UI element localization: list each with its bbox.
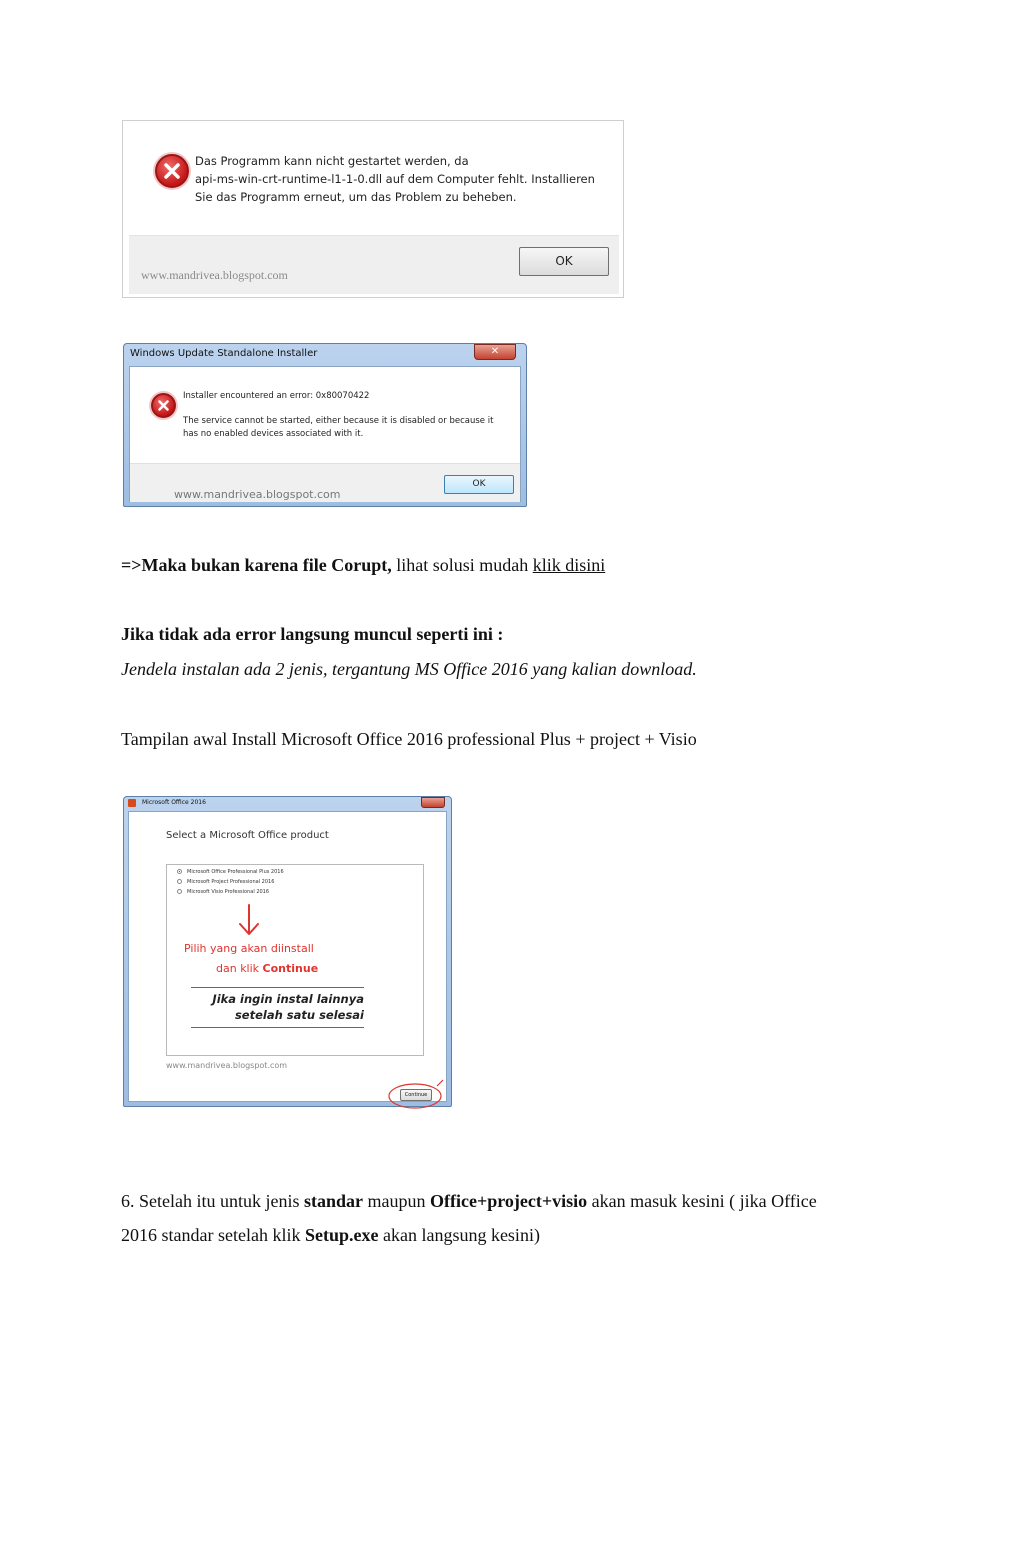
error-code-line: Installer encountered an error: 0x80070422 — [183, 391, 370, 401]
error-description-line-1: The service cannot be started, either because it is disabled or because it — [183, 416, 494, 426]
error-message-line-2: api-ms-win-crt-runtime-l1-1-0.dll auf dem Computer fehlt. Installieren — [195, 172, 595, 186]
office-logo-icon — [128, 799, 136, 807]
ok-button[interactable]: OK — [519, 247, 609, 276]
annotation-install-others-line-1: Jika ingin instal lainnya — [212, 992, 364, 1006]
solution-text: lihat solusi mudah — [391, 555, 533, 575]
continue-button[interactable]: Continue — [400, 1089, 432, 1101]
radio-selected-icon[interactable] — [177, 869, 182, 874]
click-here-link[interactable]: klik disini — [532, 555, 606, 575]
dialog-footer — [129, 235, 619, 294]
product-option[interactable]: Microsoft Project Professional 2016 — [177, 879, 274, 885]
step-6-paragraph-line-2: 2016 standar setelah klik Setup.exe akan langsung kesini) — [121, 1225, 540, 1245]
office-product-select-dialog — [123, 796, 452, 1107]
windows-update-installer-dialog — [123, 343, 527, 507]
annotation-divider-bottom — [191, 1027, 364, 1028]
installer-types-note: Jendela instalan ada 2 jenis, tergantung MS Office 2016 yang kalian download. — [121, 659, 697, 679]
dialog-body — [123, 121, 623, 235]
solution-bold-text: =>Maka bukan karena file Corupt, — [121, 555, 392, 575]
initial-install-view-caption: Tampilan awal Install Microsoft Office 2016 professional Plus + project + Visio — [121, 729, 697, 749]
solution-paragraph — [121, 554, 605, 576]
error-icon — [155, 154, 189, 188]
step-6-paragraph-line-1: 6. Setelah itu untuk jenis standar maupun Office+project+visio akan masuk kesini ( jika Office — [121, 1191, 817, 1211]
error-dialog-missing-dll — [122, 120, 624, 298]
radio-icon[interactable] — [177, 879, 182, 884]
radio-icon[interactable] — [177, 889, 182, 894]
product-options-box — [166, 864, 424, 1056]
product-option[interactable]: Microsoft Office Professional Plus 2016 — [177, 869, 284, 875]
heading-text: Jika tidak ada error langsung muncul seperti ini : — [121, 624, 504, 644]
annotation-install-others-line-2: setelah satu selesai — [234, 1008, 364, 1022]
dialog-client-area — [128, 811, 447, 1102]
dialog-footer — [130, 463, 520, 502]
select-product-heading: Select a Microsoft Office product — [166, 830, 329, 841]
error-message-line-1: Das Programm kann nicht gestartet werden, da — [195, 154, 469, 168]
dialog-title: Windows Update Standalone Installer — [130, 348, 318, 359]
down-arrow-icon — [236, 903, 262, 937]
ok-button[interactable]: OK — [444, 475, 514, 494]
error-icon — [151, 393, 176, 418]
dialog-title: Microsoft Office 2016 — [142, 799, 206, 806]
product-option[interactable]: Microsoft Visio Professional 2016 — [177, 889, 269, 895]
close-button[interactable] — [421, 797, 445, 808]
watermark: www.mandrivea.blogspot.com — [174, 488, 341, 501]
dialog-client-area — [129, 366, 521, 502]
watermark: www.mandrivea.blogspot.com — [166, 1061, 288, 1070]
watermark: www.mandrivea.blogspot.com — [141, 268, 288, 282]
no-error-heading — [121, 623, 503, 645]
close-button[interactable]: ✕ — [474, 344, 516, 360]
error-description-line-2: has no enabled devices associated with it. — [183, 429, 364, 439]
error-message-line-3: Sie das Programm erneut, um das Problem zu beheben. — [195, 190, 517, 204]
annotation-click-continue: dan klik Continue — [216, 962, 319, 975]
annotation-choose-install: Pilih yang akan diinstall — [184, 942, 314, 955]
annotation-divider-top — [191, 987, 364, 988]
highlight-circle — [385, 1078, 447, 1112]
